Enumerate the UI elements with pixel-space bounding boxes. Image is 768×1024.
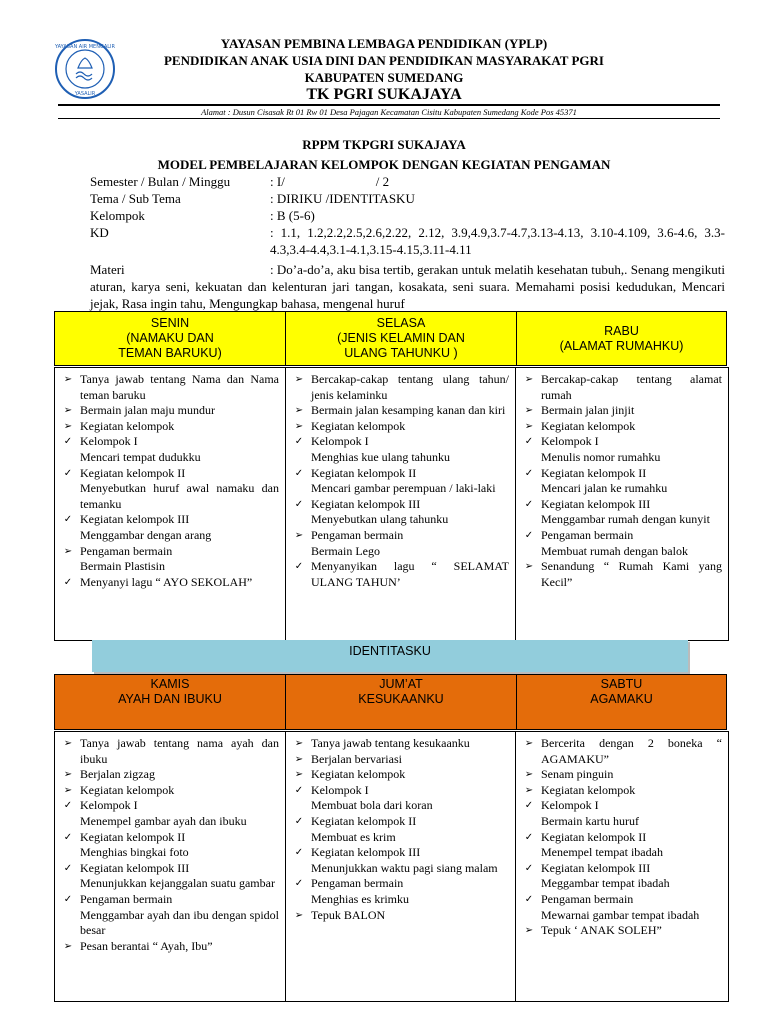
- arrow-bullet-icon: ➢: [294, 753, 304, 765]
- activity-text: Tanya jawab tentang Nama dan Nama teman baruku: [80, 372, 279, 402]
- activity-item: [55, 861, 279, 877]
- arrow-bullet-icon: ➢: [524, 561, 534, 573]
- activity-text: Pengaman bermain: [541, 891, 634, 906]
- arrow-bullet-icon: ➢: [294, 738, 304, 749]
- activity-text: Kegiatan kelompok II: [541, 829, 647, 844]
- activity-list: [55, 732, 285, 954]
- activity-item: [286, 466, 509, 482]
- regency-name: KABUPATEN SUMEDANG: [304, 70, 464, 85]
- meta-materi-wrap: [90, 261, 725, 312]
- activity-column: [516, 368, 728, 640]
- arrow-bullet-icon: ➢: [524, 374, 534, 385]
- activity-text: Menggambar rumah dengan kunyit: [541, 512, 710, 527]
- activity-item: [55, 783, 279, 799]
- day-theme: (NAMAKU DAN: [126, 331, 214, 345]
- check-bullet-icon: ✓: [524, 800, 534, 812]
- activity-item: [55, 892, 279, 908]
- check-bullet-icon: ✓: [524, 862, 534, 874]
- activity-item: [55, 736, 279, 767]
- arrow-bullet-icon: ➢: [294, 420, 304, 432]
- activity-item: [286, 559, 509, 590]
- day-title: RABU: [604, 323, 639, 338]
- activity-text: Kegiatan kelompok: [311, 767, 406, 782]
- activity-text: Senam pinguin: [541, 767, 614, 782]
- activity-text: Menyebutkan ulang tahunku: [311, 512, 449, 527]
- check-bullet-icon: ✓: [294, 815, 304, 827]
- day-wednesday: [517, 312, 727, 366]
- activity-text: Bercakap-cakap tentang ulang tahun/ jenis kelaminku: [311, 372, 509, 402]
- activity-item: [286, 752, 509, 768]
- activity-text: Kelompok I: [541, 434, 599, 449]
- activity-item: [55, 528, 279, 544]
- activity-text: Menyanyi lagu “ AYO SEKOLAH”: [80, 574, 253, 589]
- day-title: JUM’AT: [379, 677, 423, 691]
- check-bullet-icon: ✓: [294, 498, 304, 510]
- activity-item: [55, 908, 279, 939]
- activity-item: [516, 923, 722, 939]
- day-title: SELASA: [376, 316, 426, 330]
- activity-item: [55, 845, 279, 861]
- activity-list: [516, 732, 728, 939]
- activity-text: Bermain Plastisin: [80, 559, 165, 574]
- activity-text: Bercakap-cakap tentang alamat rumah: [541, 372, 722, 402]
- day-header-bottom: [54, 674, 727, 730]
- activity-list: [286, 368, 515, 590]
- activity-item: [55, 830, 279, 846]
- day-friday: [286, 675, 517, 730]
- activity-item: [286, 528, 509, 544]
- activity-item: [55, 512, 279, 528]
- activity-item: [55, 434, 279, 450]
- arrow-bullet-icon: ➢: [63, 769, 73, 781]
- check-bullet-icon: ✓: [63, 893, 73, 905]
- activity-list: [286, 732, 515, 923]
- activity-item: [286, 892, 509, 908]
- activity-item: [516, 798, 722, 814]
- activity-item: [516, 830, 722, 846]
- activity-item: [286, 403, 509, 419]
- activity-text: Menempel gambar ayah dan ibuku: [80, 813, 247, 828]
- activity-item: [516, 497, 722, 513]
- activity-text: Kegiatan kelompok: [311, 418, 406, 433]
- logo-text-bottom: YASALIR: [74, 91, 96, 97]
- activity-item: [286, 845, 509, 861]
- activity-text: Kegiatan kelompok II: [80, 465, 186, 480]
- check-bullet-icon: ✓: [63, 576, 73, 588]
- logo-text-top: YAYASAN AIR MENGALIR: [54, 44, 116, 50]
- activity-column: [55, 368, 286, 640]
- activity-item: [55, 419, 279, 435]
- activity-item: [286, 419, 509, 435]
- school-name: TK PGRI SUKAJAYA: [306, 86, 462, 103]
- activity-text: Pesan berantai “ Ayah, Ibu”: [80, 938, 213, 953]
- check-bullet-icon: ✓: [63, 514, 73, 526]
- activity-text: Kegiatan kelompok: [80, 418, 175, 433]
- arrow-bullet-icon: ➢: [63, 940, 73, 952]
- meta-materi-label: Materi: [90, 262, 125, 277]
- day-tuesday: [286, 312, 517, 366]
- meta-kd-value: : 1.1, 1.2,2.2,2.5,2.6,2.22, 2.12, 3.9,4.9,3.7-4.7,3.13-4.13, 3.10-4.109, 3.6-4.6, 3.3-4.3,3.4-4.4,3.1-4.1,3.15-4.15,3.11-4.11: [270, 225, 725, 257]
- activity-column: [286, 368, 516, 640]
- activity-text: Berjalan bervariasi: [311, 751, 402, 766]
- activity-text: Kegiatan kelompok III: [80, 860, 190, 875]
- activity-text: Pengaman bermain: [80, 543, 173, 558]
- activity-text: Kegiatan kelompok: [541, 782, 636, 797]
- check-bullet-icon: ✓: [524, 831, 534, 843]
- meta-materi: [90, 261, 725, 312]
- foundation-name: YAYASAN PEMBINA LEMBAGA PENDIDIKAN (YPLP): [220, 36, 548, 51]
- check-bullet-icon: ✓: [294, 784, 304, 796]
- activity-item: [516, 434, 722, 450]
- activity-item: [55, 450, 279, 466]
- check-bullet-icon: ✓: [294, 561, 304, 573]
- activity-item: [55, 876, 279, 892]
- activity-item: [55, 559, 279, 575]
- activity-text: Menyebutkan huruf awal namaku dan temanku: [80, 481, 279, 511]
- activity-text: Bermain jalan maju mundur: [80, 403, 215, 418]
- meta-materi-value: : Do’a-do’a, aku bisa tertib, gerakan untuk melatih kesehatan tubuh,. Senang mengikuti aturan, karya seni, kekuatan dan kelenturan jari tangan, kosakata, seni suara. Memahami posisi kedudukan, Mencari jejak, Rasa ingin tahu, Mengungkap bahasa, mengenal huruf: [90, 262, 725, 311]
- activity-text: Tanya jawab tentang nama ayah dan ibuku: [80, 736, 279, 766]
- arrow-bullet-icon: ➢: [63, 545, 73, 557]
- activity-text: Kelompok I: [311, 782, 369, 797]
- meta-semester-value: : I/ / 2: [270, 174, 390, 189]
- meta-kelompok: [90, 207, 725, 224]
- check-bullet-icon: ✓: [524, 467, 534, 479]
- activity-text: Kelompok I: [541, 798, 599, 813]
- day-monday: [55, 312, 286, 366]
- check-bullet-icon: ✓: [63, 831, 73, 843]
- day-theme: AYAH DAN IBUKU: [118, 692, 222, 706]
- meta-tema-label: Tema / Sub Tema: [90, 191, 181, 206]
- arrow-bullet-icon: ➢: [524, 405, 534, 417]
- school-address: Alamat : Dusun Cisasak Rt 01 Rw 01 Desa Pajagan Kecamatan Cisitu Kabupaten Sumedang Kode Pos 45371: [201, 107, 577, 117]
- activity-item: [286, 481, 509, 497]
- activity-item: [516, 419, 722, 435]
- day-title: SABTU: [600, 677, 643, 691]
- day-saturday: [517, 675, 727, 730]
- activity-text: Menyanyikan lagu “ SELAMAT ULANG TAHUN’: [311, 559, 509, 589]
- activity-text: Berjalan zigzag: [80, 767, 155, 782]
- arrow-bullet-icon: ➢: [63, 420, 73, 432]
- activity-text: Kegiatan kelompok II: [311, 813, 417, 828]
- header-rule-thin: [58, 118, 720, 119]
- activity-item: [286, 830, 509, 846]
- activity-item: [286, 908, 509, 924]
- activity-item: [516, 372, 722, 403]
- activity-item: [516, 466, 722, 482]
- activity-item: [516, 767, 722, 783]
- activity-list: [55, 368, 285, 590]
- activity-column: [516, 732, 728, 1001]
- activity-item: [516, 876, 722, 892]
- arrow-bullet-icon: ➢: [524, 925, 534, 937]
- activity-text: Kegiatan kelompok III: [311, 496, 421, 511]
- activities-top: [54, 367, 729, 641]
- activity-item: [55, 767, 279, 783]
- day-thursday: [55, 675, 286, 730]
- activity-column: [286, 732, 516, 1001]
- day-title: KAMIS: [150, 677, 190, 691]
- day-theme: (JENIS KELAMIN DAN: [337, 331, 465, 345]
- activity-text: Mencari tempat dudukku: [80, 449, 201, 464]
- activity-item: [55, 939, 279, 955]
- check-bullet-icon: ✓: [294, 467, 304, 479]
- activity-text: Tepuk ‘ ANAK SOLEH”: [541, 923, 662, 938]
- activity-item: [286, 783, 509, 799]
- activity-item: [55, 544, 279, 560]
- activity-text: Kelompok I: [311, 434, 369, 449]
- activity-text: Pengaman bermain: [80, 891, 173, 906]
- meta-kd: [90, 224, 725, 258]
- activity-text: Bermain jalan jinjit: [541, 403, 635, 418]
- day-header-top: [54, 311, 727, 366]
- activity-text: Mewarnai gambar tempat ibadah: [541, 907, 700, 922]
- activity-text: Menghias bingkai foto: [80, 845, 189, 860]
- activity-list: [516, 368, 728, 590]
- activity-text: Menggambar ayah dan ibu dengan spidol besar: [80, 907, 279, 938]
- activity-text: Menghias es krimku: [311, 891, 409, 906]
- activity-text: Menunjukkan kejanggalan suatu gambar: [80, 876, 275, 891]
- activity-item: [55, 372, 279, 403]
- day-theme: ULANG TAHUNKU ): [344, 346, 458, 360]
- activity-item: [516, 544, 722, 560]
- arrow-bullet-icon: ➢: [63, 784, 73, 796]
- activity-item: [516, 450, 722, 466]
- activity-text: Meggambar tempat ibadah: [541, 876, 670, 891]
- activity-text: Tanya jawab tentang kesukaanku: [311, 736, 470, 750]
- activity-text: Pengaman bermain: [311, 876, 404, 891]
- activity-item: [516, 783, 722, 799]
- activity-text: Bermain kartu huruf: [541, 813, 639, 828]
- arrow-bullet-icon: ➢: [63, 738, 73, 749]
- activity-item: [516, 892, 722, 908]
- activity-text: Kegiatan kelompok: [80, 782, 175, 797]
- activity-column: [55, 732, 286, 1001]
- activity-item: [516, 845, 722, 861]
- activity-text: Pengaman bermain: [541, 527, 634, 542]
- activity-item: [516, 512, 722, 528]
- activity-item: [286, 814, 509, 830]
- activity-item: [516, 559, 722, 590]
- activity-item: [286, 512, 509, 528]
- activity-text: Kegiatan kelompok III: [311, 845, 421, 860]
- activity-text: Kegiatan kelompok: [541, 418, 636, 433]
- activity-text: Senandung “ Rumah Kami yang Kecil”: [541, 559, 722, 589]
- activity-item: [55, 798, 279, 814]
- institution-name: PENDIDIKAN ANAK USIA DINI DAN PENDIDIKAN MASYARAKAT PGRI: [163, 53, 604, 68]
- meta-kelompok-value: : B (5-6): [270, 208, 315, 223]
- activity-item: [516, 481, 722, 497]
- check-bullet-icon: ✓: [524, 893, 534, 905]
- meta-semester: [90, 173, 725, 190]
- check-bullet-icon: ✓: [294, 847, 304, 859]
- activity-text: Kegiatan kelompok III: [541, 860, 651, 875]
- meta-tema: [90, 190, 725, 207]
- activity-item: [286, 736, 509, 752]
- activity-item: [55, 466, 279, 482]
- activity-text: Kelompok I: [80, 434, 138, 449]
- check-bullet-icon: ✓: [524, 529, 534, 541]
- activity-item: [516, 861, 722, 877]
- activity-item: [516, 908, 722, 924]
- meta-tema-value: : DIRIKU /IDENTITASKU: [270, 191, 415, 206]
- activity-text: Kegiatan kelompok II: [541, 465, 647, 480]
- day-theme: AGAMAKU: [590, 692, 653, 706]
- activity-item: [286, 434, 509, 450]
- check-bullet-icon: ✓: [294, 878, 304, 890]
- activity-text: Kelompok I: [80, 798, 138, 813]
- activity-item: [516, 814, 722, 830]
- arrow-bullet-icon: ➢: [294, 374, 304, 385]
- arrow-bullet-icon: ➢: [524, 738, 534, 749]
- activity-item: [286, 372, 509, 403]
- doc-title: RPPM TKPGRI SUKAJAYA: [302, 137, 466, 152]
- activity-text: Menunjukkan waktu pagi siang malam: [311, 860, 498, 875]
- meta-kd-label: KD: [90, 225, 109, 240]
- activity-item: [55, 814, 279, 830]
- arrow-bullet-icon: ➢: [294, 909, 304, 921]
- arrow-bullet-icon: ➢: [294, 405, 304, 417]
- activity-text: Bermain jalan kesamping kanan dan kiri: [311, 403, 506, 418]
- activity-text: Mencari jalan ke rumahku: [541, 481, 668, 496]
- activity-text: Membuat rumah dengan balok: [541, 543, 688, 558]
- day-theme: TEMAN BARUKU): [118, 346, 222, 360]
- arrow-bullet-icon: ➢: [294, 529, 304, 541]
- day-theme: (ALAMAT RUMAHKU): [559, 338, 684, 353]
- activity-text: Kegiatan kelompok II: [80, 829, 186, 844]
- activity-text: Kegiatan kelompok III: [541, 496, 651, 511]
- activity-text: Menulis nomor rumahku: [541, 449, 661, 464]
- activity-text: Pengaman bermain: [311, 527, 404, 542]
- day-title: SENIN: [150, 316, 190, 330]
- activity-item: [516, 403, 722, 419]
- activity-text: Menempel tempat ibadah: [541, 845, 663, 860]
- check-bullet-icon: ✓: [63, 800, 73, 812]
- activity-text: Bercerita dengan 2 boneka “ AGAMAKU”: [541, 736, 722, 766]
- activity-item: [55, 403, 279, 419]
- activity-item: [286, 450, 509, 466]
- activity-text: Bermain Lego: [311, 543, 380, 558]
- activity-text: Mencari gambar perempuan / laki-laki: [311, 481, 496, 496]
- activity-text: Kegiatan kelompok III: [80, 512, 190, 527]
- activity-item: [516, 736, 722, 767]
- meta-semester-label: Semester / Bulan / Minggu: [90, 174, 231, 189]
- activity-item: [286, 876, 509, 892]
- meta-kelompok-label: Kelompok: [90, 208, 145, 223]
- activity-item: [286, 767, 509, 783]
- activity-item: [516, 528, 722, 544]
- doc-subtitle: MODEL PEMBELAJARAN KELOMPOK DENGAN KEGIATAN PENGAMAN: [157, 157, 611, 172]
- activity-item: [286, 544, 509, 560]
- activity-text: Kegiatan kelompok II: [311, 465, 417, 480]
- activity-text: Membuat es krim: [311, 829, 396, 844]
- arrow-bullet-icon: ➢: [63, 405, 73, 417]
- check-bullet-icon: ✓: [294, 436, 304, 448]
- check-bullet-icon: ✓: [63, 467, 73, 479]
- check-bullet-icon: ✓: [63, 862, 73, 874]
- arrow-bullet-icon: ➢: [524, 420, 534, 432]
- activity-item: [55, 575, 279, 591]
- activity-text: Membuat bola dari koran: [311, 798, 433, 813]
- subtheme-banner: IDENTITASKU: [92, 640, 688, 672]
- activities-bottom: [54, 731, 729, 1002]
- arrow-bullet-icon: ➢: [524, 769, 534, 781]
- activity-text: Tepuk BALON: [311, 907, 386, 922]
- activity-item: [286, 798, 509, 814]
- check-bullet-icon: ✓: [524, 498, 534, 510]
- arrow-bullet-icon: ➢: [63, 374, 73, 385]
- arrow-bullet-icon: ➢: [294, 769, 304, 781]
- day-theme: KESUKAANKU: [358, 692, 444, 706]
- activity-item: [286, 497, 509, 513]
- activity-item: [286, 861, 509, 877]
- activity-text: Menghias kue ulang tahunku: [311, 449, 450, 464]
- activity-item: [55, 481, 279, 512]
- activity-text: Menggambar dengan arang: [80, 527, 212, 542]
- arrow-bullet-icon: ➢: [524, 784, 534, 796]
- check-bullet-icon: ✓: [524, 436, 534, 448]
- check-bullet-icon: ✓: [63, 436, 73, 448]
